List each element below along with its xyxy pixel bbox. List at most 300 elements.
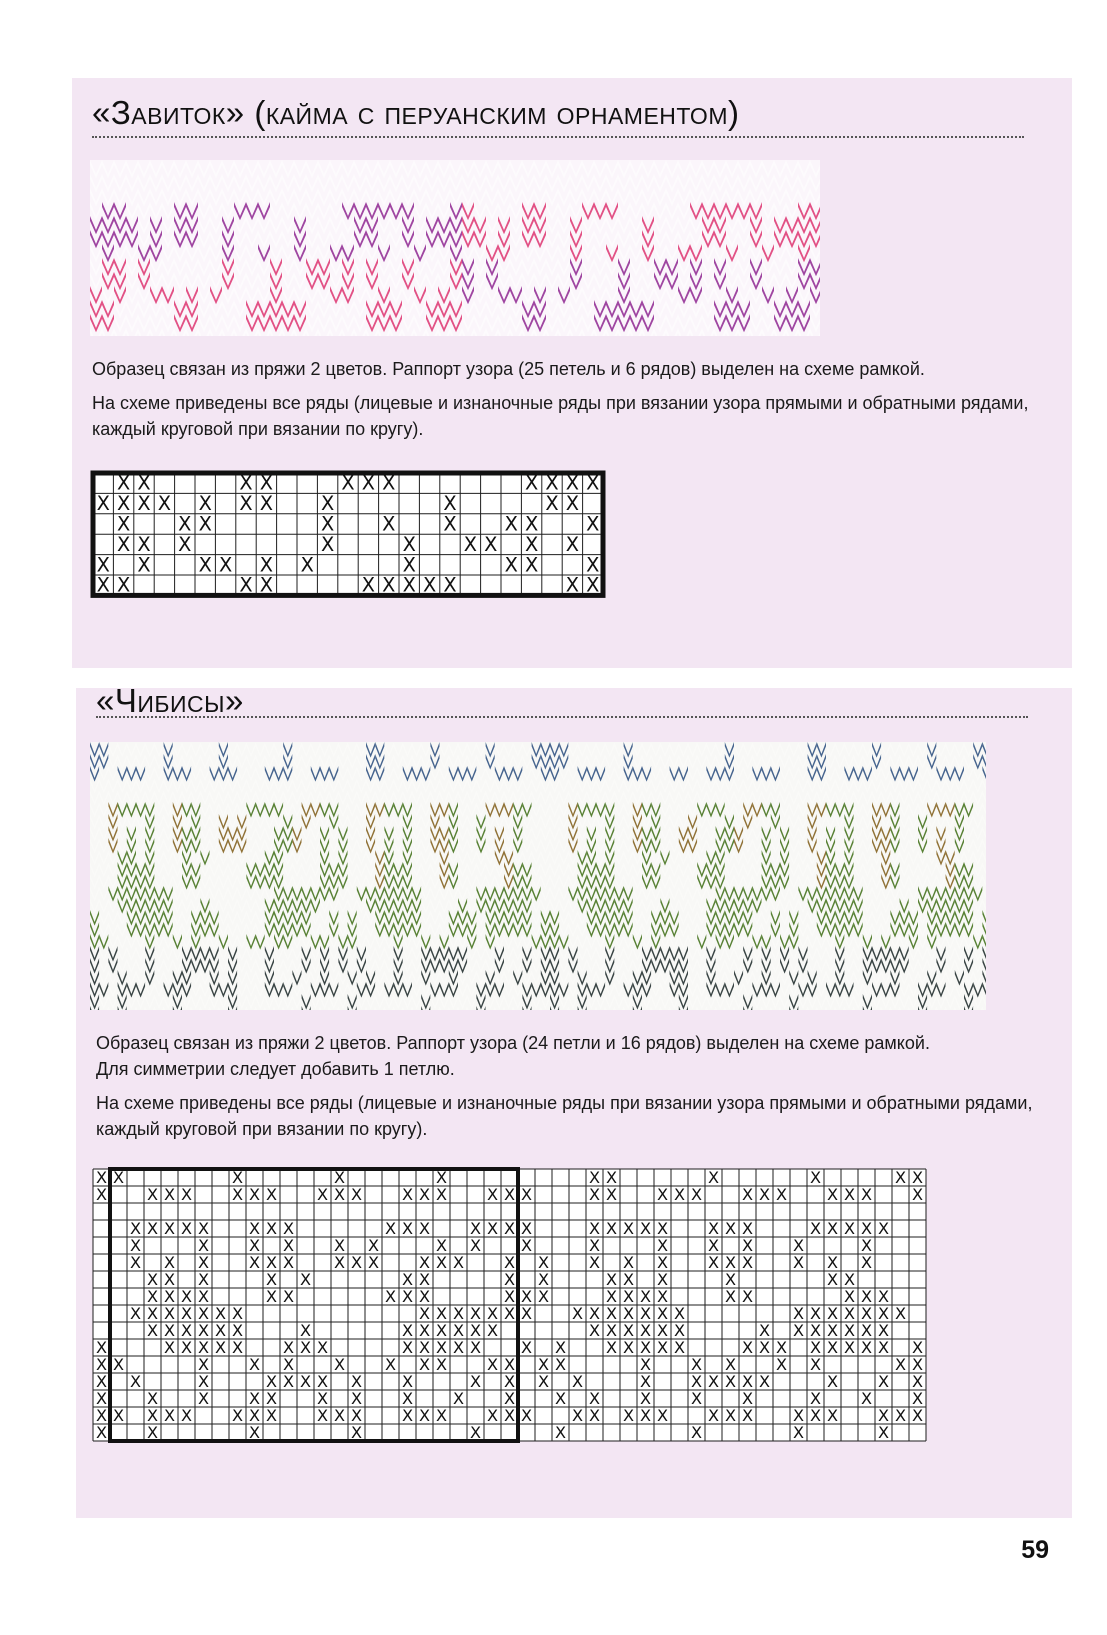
- chart-cell-mark: X: [707, 1405, 720, 1425]
- chart-cell-mark: X: [758, 1371, 771, 1391]
- page-number: 59: [1021, 1536, 1049, 1564]
- chart-cell-mark: X: [586, 512, 600, 536]
- chart-cell-mark: X: [860, 1337, 873, 1357]
- chart-cell-mark: X: [265, 1405, 278, 1425]
- chart-cell-mark: X: [826, 1184, 839, 1204]
- chart-cell-mark: X: [197, 1388, 210, 1408]
- chart-cell-mark: X: [265, 1371, 278, 1391]
- chart-cell-mark: X: [401, 1320, 414, 1340]
- chart-cell-mark: X: [180, 1286, 193, 1306]
- chart-cell-mark: X: [178, 512, 192, 536]
- chart-cell-mark: X: [116, 512, 131, 536]
- chart-cell-mark: X: [180, 1218, 193, 1238]
- chart-cell-mark: X: [418, 1320, 431, 1340]
- chart-cell-mark: X: [137, 471, 151, 495]
- chart-cell-mark: X: [565, 471, 580, 495]
- chart-cell-mark: X: [248, 1218, 261, 1238]
- chart-cell-mark: X: [197, 1269, 210, 1289]
- chart-cell-mark: X: [248, 1235, 261, 1255]
- chart-cell-mark: X: [350, 1252, 363, 1272]
- chart-cell-mark: X: [197, 1354, 210, 1374]
- chart-cell-mark: X: [484, 532, 498, 556]
- chart-cell-mark: X: [248, 1405, 261, 1425]
- chart-cell-mark: X: [96, 553, 110, 577]
- chart-cell-mark: X: [231, 1167, 244, 1187]
- chart-cell-mark: X: [197, 1337, 210, 1357]
- chart-cell-mark: X: [180, 1405, 193, 1425]
- chart-cell-mark: X: [605, 1303, 618, 1323]
- chart-cell-mark: X: [163, 1252, 176, 1272]
- chart-cell-mark: X: [639, 1405, 652, 1425]
- chart-cell-mark: X: [524, 553, 539, 577]
- chart-cell-mark: X: [401, 1184, 414, 1204]
- chart-cell-mark: X: [350, 1422, 363, 1442]
- chart-cell-mark: X: [503, 1269, 516, 1289]
- chart-cell-mark: X: [320, 492, 335, 516]
- chart-cell-mark: X: [452, 1303, 465, 1323]
- chart-cell-mark: X: [605, 1167, 618, 1187]
- chart-cell-mark: X: [129, 1371, 142, 1391]
- chart-cell-mark: X: [382, 512, 396, 536]
- chart-cell-mark: X: [639, 1354, 652, 1374]
- chart-cell-mark: X: [259, 471, 274, 495]
- chart-cell-mark: X: [146, 1405, 159, 1425]
- chart-cell-mark: X: [418, 1405, 431, 1425]
- chart-cell-mark: X: [452, 1320, 465, 1340]
- chart-cell-mark: X: [571, 1371, 584, 1391]
- chart-cell-mark: X: [163, 1269, 176, 1289]
- chart-cell-mark: X: [741, 1286, 754, 1306]
- chart-cell-mark: X: [239, 492, 253, 516]
- chart-cell-mark: X: [860, 1184, 873, 1204]
- chart-cell-mark: X: [809, 1388, 822, 1408]
- chart-cell-mark: X: [146, 1286, 159, 1306]
- chart-cell-mark: X: [690, 1371, 703, 1391]
- chart-cell-mark: X: [894, 1303, 907, 1323]
- chart-cell-mark: X: [418, 1303, 431, 1323]
- chart-cell-mark: X: [741, 1388, 754, 1408]
- chart-cell-mark: X: [792, 1422, 805, 1442]
- chart-cell-mark: X: [741, 1218, 754, 1238]
- chart-cell-mark: X: [707, 1252, 720, 1272]
- chart-cell-mark: X: [401, 1337, 414, 1357]
- chart-cell-mark: X: [826, 1371, 839, 1391]
- chart-cell-mark: X: [622, 1286, 635, 1306]
- chart-cell-mark: X: [95, 1371, 108, 1391]
- chart-cell-mark: X: [622, 1405, 635, 1425]
- chart-cell-mark: X: [402, 573, 416, 597]
- chart-cell-mark: X: [877, 1320, 890, 1340]
- chart-cell-mark: X: [367, 1235, 380, 1255]
- chart-cell-mark: X: [282, 1286, 295, 1306]
- chart-cell-mark: X: [259, 492, 274, 516]
- chart-cell-mark: X: [826, 1337, 839, 1357]
- chart-cell-mark: X: [248, 1354, 261, 1374]
- chart-cell-mark: X: [265, 1286, 278, 1306]
- chart-cell-mark: X: [911, 1388, 924, 1408]
- chart-cell-mark: X: [520, 1337, 533, 1357]
- chart-cell-mark: X: [673, 1184, 686, 1204]
- chart-cell-mark: X: [316, 1337, 329, 1357]
- chart-cell-mark: X: [402, 553, 416, 577]
- chart-cell-mark: X: [588, 1184, 601, 1204]
- chart-cell-mark: X: [809, 1405, 822, 1425]
- chart-cell-mark: X: [809, 1354, 822, 1374]
- chart-cell-mark: X: [503, 1354, 516, 1374]
- chart-cell-mark: X: [197, 1371, 210, 1391]
- chart-cell-mark: X: [911, 1167, 924, 1187]
- chart-cell-mark: X: [503, 1286, 516, 1306]
- chart-cell-mark: X: [320, 532, 335, 556]
- chart-cell-mark: X: [435, 1337, 448, 1357]
- chart-cell-mark: X: [350, 1371, 363, 1391]
- chart-cell-mark: X: [401, 1388, 414, 1408]
- chart-cell-mark: X: [299, 1320, 312, 1340]
- chart-cell-mark: X: [259, 553, 274, 577]
- chart-cell-mark: X: [401, 1371, 414, 1391]
- chart-cell-mark: X: [690, 1184, 703, 1204]
- chart-cell-mark: X: [95, 1405, 108, 1425]
- chart-cell-mark: X: [639, 1303, 652, 1323]
- chart-cell-mark: X: [197, 1235, 210, 1255]
- chart-cell-mark: X: [826, 1269, 839, 1289]
- chart-cell-mark: X: [361, 573, 376, 597]
- chart-cell-mark: X: [503, 1303, 516, 1323]
- chart-cell-mark: X: [741, 1184, 754, 1204]
- chart-cell-mark: X: [588, 1218, 601, 1238]
- chart-cell-mark: X: [792, 1235, 805, 1255]
- chart-cell-mark: X: [231, 1320, 244, 1340]
- chart-cell-mark: X: [545, 492, 559, 516]
- chart-cell-mark: X: [673, 1303, 686, 1323]
- chart-cell-mark: X: [605, 1218, 618, 1238]
- chart-cell-mark: X: [586, 471, 600, 495]
- chart-cell-mark: X: [282, 1337, 295, 1357]
- chart-cell-mark: X: [452, 1252, 465, 1272]
- chart-cell-mark: X: [520, 1405, 533, 1425]
- chart-cell-mark: X: [129, 1235, 142, 1255]
- chart-cell-mark: X: [605, 1320, 618, 1340]
- chart-cell-mark: X: [422, 573, 437, 597]
- chart-cell-mark: X: [503, 1252, 516, 1272]
- chart-cell-mark: X: [860, 1388, 873, 1408]
- chart-cell-mark: X: [656, 1184, 669, 1204]
- chart-cell-mark: X: [146, 1303, 159, 1323]
- chart-cell-mark: X: [792, 1320, 805, 1340]
- section-zavitok: [72, 78, 1072, 668]
- chart-cell-mark: X: [724, 1286, 737, 1306]
- chart-cell-mark: X: [545, 471, 559, 495]
- chart-cell-mark: X: [537, 1371, 550, 1391]
- chart-cell-mark: X: [95, 1337, 108, 1357]
- chart-cell-mark: X: [775, 1337, 788, 1357]
- chart-cell-mark: X: [137, 532, 151, 556]
- chart-cell-mark: X: [418, 1269, 431, 1289]
- chart-cell-mark: X: [809, 1337, 822, 1357]
- chart-cell-mark: X: [95, 1184, 108, 1204]
- chart-cell-mark: X: [622, 1303, 635, 1323]
- chart-cell-mark: X: [843, 1320, 856, 1340]
- chart-cell-mark: X: [707, 1218, 720, 1238]
- chart-cell-mark: X: [588, 1167, 601, 1187]
- chart-cell-mark: X: [316, 1184, 329, 1204]
- chart-cell-mark: X: [469, 1303, 482, 1323]
- chart-cell-mark: X: [656, 1405, 669, 1425]
- chart-cell-mark: X: [826, 1320, 839, 1340]
- chart-cell-mark: X: [341, 471, 355, 495]
- chart-cell-mark: X: [137, 492, 151, 516]
- chart-cell-mark: X: [639, 1218, 652, 1238]
- chart-cell-mark: X: [758, 1184, 771, 1204]
- chart-cell-mark: X: [333, 1184, 346, 1204]
- chart-cell-mark: X: [486, 1405, 499, 1425]
- chart-cell-mark: X: [503, 1184, 516, 1204]
- chart-cell-mark: X: [826, 1218, 839, 1238]
- chart-cell-mark: X: [95, 1167, 108, 1187]
- chart-cell-mark: X: [826, 1405, 839, 1425]
- chart-cell-mark: X: [537, 1286, 550, 1306]
- chart-cell-mark: X: [537, 1252, 550, 1272]
- chart-cell-mark: X: [382, 573, 396, 597]
- chart-cell-mark: X: [350, 1405, 363, 1425]
- chart-cell-mark: X: [469, 1371, 482, 1391]
- chart-cell-mark: X: [524, 471, 539, 495]
- chart-cell-mark: X: [248, 1388, 261, 1408]
- chart-cell-mark: X: [248, 1422, 261, 1442]
- chart-cell-mark: X: [239, 573, 253, 597]
- chart-cell-mark: X: [588, 1303, 601, 1323]
- chart-cell-mark: X: [146, 1269, 159, 1289]
- chart-cell-mark: X: [707, 1235, 720, 1255]
- chart-cell-mark: X: [690, 1388, 703, 1408]
- chart-cell-mark: X: [877, 1286, 890, 1306]
- dotted-divider: [96, 716, 1028, 718]
- chart-cell-mark: X: [180, 1337, 193, 1357]
- chart-cell-mark: X: [775, 1354, 788, 1374]
- chart-cell-mark: X: [282, 1235, 295, 1255]
- chart-cell-mark: X: [586, 553, 600, 577]
- chart-cell-mark: X: [741, 1337, 754, 1357]
- chart-cell-mark: X: [894, 1167, 907, 1187]
- chart-cell-mark: X: [401, 1405, 414, 1425]
- chart-cell-mark: X: [282, 1252, 295, 1272]
- chart-cell-mark: X: [197, 1252, 210, 1272]
- chart-cell-mark: X: [157, 492, 172, 516]
- chart-cell-mark: X: [724, 1252, 737, 1272]
- chart-cell-mark: X: [520, 1303, 533, 1323]
- chart-cell-mark: X: [792, 1252, 805, 1272]
- chart-cell-mark: X: [656, 1218, 669, 1238]
- chart-cell-mark: X: [197, 1218, 210, 1238]
- chart-cell-mark: X: [197, 1303, 210, 1323]
- chart-cell-mark: X: [163, 1218, 176, 1238]
- chart-cell-mark: X: [231, 1337, 244, 1357]
- chart-cell-mark: X: [588, 1320, 601, 1340]
- chart-cell-mark: X: [333, 1354, 346, 1374]
- chart-cell-mark: X: [503, 1371, 516, 1391]
- chart-cell-mark: X: [112, 1167, 125, 1187]
- chart-cell-mark: X: [384, 1286, 397, 1306]
- chart-cell-mark: X: [218, 553, 233, 577]
- chart-cell-mark: X: [826, 1303, 839, 1323]
- chart-cell-mark: X: [826, 1252, 839, 1272]
- chart-cell-mark: X: [656, 1286, 669, 1306]
- chart-cell-mark: X: [504, 512, 518, 536]
- chart-cell-mark: X: [96, 573, 110, 597]
- chart-cell-mark: X: [571, 1405, 584, 1425]
- section-title: «Чибисы»: [96, 682, 244, 719]
- chart-cell-mark: X: [775, 1184, 788, 1204]
- chart-cell-mark: X: [214, 1337, 227, 1357]
- chart-cell-mark: X: [163, 1337, 176, 1357]
- chart-cell-mark: X: [316, 1388, 329, 1408]
- chart-cell-mark: X: [605, 1286, 618, 1306]
- chart-cell-mark: X: [95, 1422, 108, 1442]
- chart-cell-mark: X: [146, 1218, 159, 1238]
- chart-cell-mark: X: [860, 1252, 873, 1272]
- section-chibisy: [76, 682, 1072, 1518]
- chart-cell-mark: X: [758, 1337, 771, 1357]
- chart-cell-mark: X: [163, 1405, 176, 1425]
- chart-cell-mark: X: [265, 1252, 278, 1272]
- chart-cell-mark: X: [690, 1422, 703, 1442]
- chart-cell-mark: X: [504, 553, 518, 577]
- chart-cell-mark: X: [231, 1184, 244, 1204]
- chart-cell-mark: X: [486, 1184, 499, 1204]
- chart-cell-mark: X: [163, 1286, 176, 1306]
- chart-cell-mark: X: [384, 1354, 397, 1374]
- chart-cell-mark: X: [265, 1184, 278, 1204]
- chart-cell-mark: X: [741, 1371, 754, 1391]
- chart-cell-mark: X: [554, 1422, 567, 1442]
- chart-cell-mark: X: [520, 1286, 533, 1306]
- chart-cell-mark: X: [163, 1320, 176, 1340]
- chart-cell-mark: X: [911, 1184, 924, 1204]
- chart-cell-mark: X: [382, 471, 396, 495]
- chart-cell-mark: X: [622, 1337, 635, 1357]
- chart-cell-mark: X: [320, 512, 335, 536]
- chart-cell-mark: X: [894, 1405, 907, 1425]
- knit-sample-photo: [90, 742, 986, 1010]
- chart-cell-mark: X: [656, 1303, 669, 1323]
- chart-cell-mark: X: [605, 1184, 618, 1204]
- chart-cell-mark: X: [178, 532, 192, 556]
- chart-cell-mark: X: [843, 1303, 856, 1323]
- chart-cell-mark: X: [198, 553, 212, 577]
- description-line: На схеме приведены все ряды (лицевые и изнаночные ряды при вязании узора прямыми и обратными рядами, каждый круговой при вязании по кругу).: [96, 1093, 1033, 1139]
- chart-cell-mark: X: [443, 573, 457, 597]
- section-description: [96, 1030, 1036, 1150]
- chart-cell-mark: X: [435, 1235, 448, 1255]
- chart-cell-mark: X: [180, 1184, 193, 1204]
- chart-cell-mark: X: [116, 471, 131, 495]
- description-line: Образец связан из пряжи 2 цветов. Раппорт узора (25 петель и 6 рядов) выделен на схеме рамкой.: [92, 359, 925, 379]
- chart-cell-mark: X: [299, 1371, 312, 1391]
- chart-cell-mark: X: [877, 1422, 890, 1442]
- chart-cell-mark: X: [911, 1354, 924, 1374]
- chart-cell-mark: X: [565, 573, 580, 597]
- chart-cell-mark: X: [146, 1422, 159, 1442]
- chart-cell-mark: X: [435, 1303, 448, 1323]
- chart-cell-mark: X: [588, 1405, 601, 1425]
- chart-cell-mark: X: [877, 1405, 890, 1425]
- chart-cell-mark: X: [248, 1252, 261, 1272]
- chart-cell-mark: X: [198, 492, 212, 516]
- chart-cell-mark: X: [588, 1235, 601, 1255]
- chart-cell-mark: X: [724, 1269, 737, 1289]
- chart-cell-mark: X: [282, 1354, 295, 1374]
- chart-cell-mark: X: [792, 1303, 805, 1323]
- chart-cell-mark: X: [333, 1405, 346, 1425]
- chart-cell-mark: X: [231, 1303, 244, 1323]
- chart-cell-mark: X: [146, 1320, 159, 1340]
- chart-cell-mark: X: [911, 1371, 924, 1391]
- chart-cell-mark: X: [520, 1235, 533, 1255]
- chart-cell-mark: X: [418, 1184, 431, 1204]
- chart-cell-mark: X: [741, 1252, 754, 1272]
- chart-cell-mark: X: [265, 1218, 278, 1238]
- chart-cell-mark: X: [418, 1286, 431, 1306]
- chart-cell-mark: X: [588, 1388, 601, 1408]
- chart-cell-mark: X: [146, 1184, 159, 1204]
- chart-cell-mark: X: [452, 1388, 465, 1408]
- chart-cell-mark: X: [554, 1337, 567, 1357]
- chart-cell-mark: X: [656, 1235, 669, 1255]
- chart-cell-mark: X: [537, 1269, 550, 1289]
- chart-cell-mark: X: [180, 1303, 193, 1323]
- chart-cell-mark: X: [707, 1167, 720, 1187]
- chart-cell-mark: X: [95, 1354, 108, 1374]
- section-description: [92, 356, 1032, 450]
- chart-cell-mark: X: [367, 1252, 380, 1272]
- chart-cell-mark: X: [435, 1252, 448, 1272]
- chart-cell-mark: X: [96, 492, 110, 516]
- chart-cell-mark: X: [214, 1320, 227, 1340]
- chart-cell-mark: X: [520, 1184, 533, 1204]
- chart-cell-mark: X: [137, 553, 151, 577]
- chart-cell-mark: X: [565, 532, 580, 556]
- chart-cell-mark: X: [316, 1405, 329, 1425]
- chart-cell-mark: X: [265, 1269, 278, 1289]
- chart-cell-mark: X: [463, 532, 478, 556]
- chart-cell-mark: X: [469, 1218, 482, 1238]
- chart-cell-mark: X: [809, 1218, 822, 1238]
- chart-cell-mark: X: [469, 1320, 482, 1340]
- chart-cell-mark: X: [586, 573, 600, 597]
- chart-cell-mark: X: [894, 1354, 907, 1374]
- chart-cell-mark: X: [673, 1337, 686, 1357]
- chart-cell-mark: X: [282, 1371, 295, 1391]
- chart-cell-mark: X: [384, 1218, 397, 1238]
- chart-cell-mark: X: [588, 1252, 601, 1272]
- description-line: На схеме приведены все ряды (лицевые и изнаночные ряды при вязании узора прямыми и обратными рядами, каждый круговой при вязании по кругу).: [92, 393, 1029, 439]
- chart-cell-mark: X: [116, 532, 131, 556]
- chart-cell-mark: X: [809, 1303, 822, 1323]
- chart-cell-mark: X: [809, 1167, 822, 1187]
- chart-cell-mark: X: [860, 1320, 873, 1340]
- chart-cell-mark: X: [316, 1371, 329, 1391]
- chart-cell-mark: X: [877, 1303, 890, 1323]
- chart-cell-mark: X: [622, 1269, 635, 1289]
- chart-cell-mark: X: [639, 1371, 652, 1391]
- chart-cell-mark: X: [758, 1320, 771, 1340]
- description-line: Для симметрии следует добавить 1 петлю.: [96, 1059, 455, 1079]
- chart-cell-mark: X: [911, 1405, 924, 1425]
- chart-cell-mark: X: [673, 1320, 686, 1340]
- chart-cell-mark: X: [435, 1167, 448, 1187]
- chart-cell-mark: X: [724, 1218, 737, 1238]
- chart-cell-mark: X: [435, 1320, 448, 1340]
